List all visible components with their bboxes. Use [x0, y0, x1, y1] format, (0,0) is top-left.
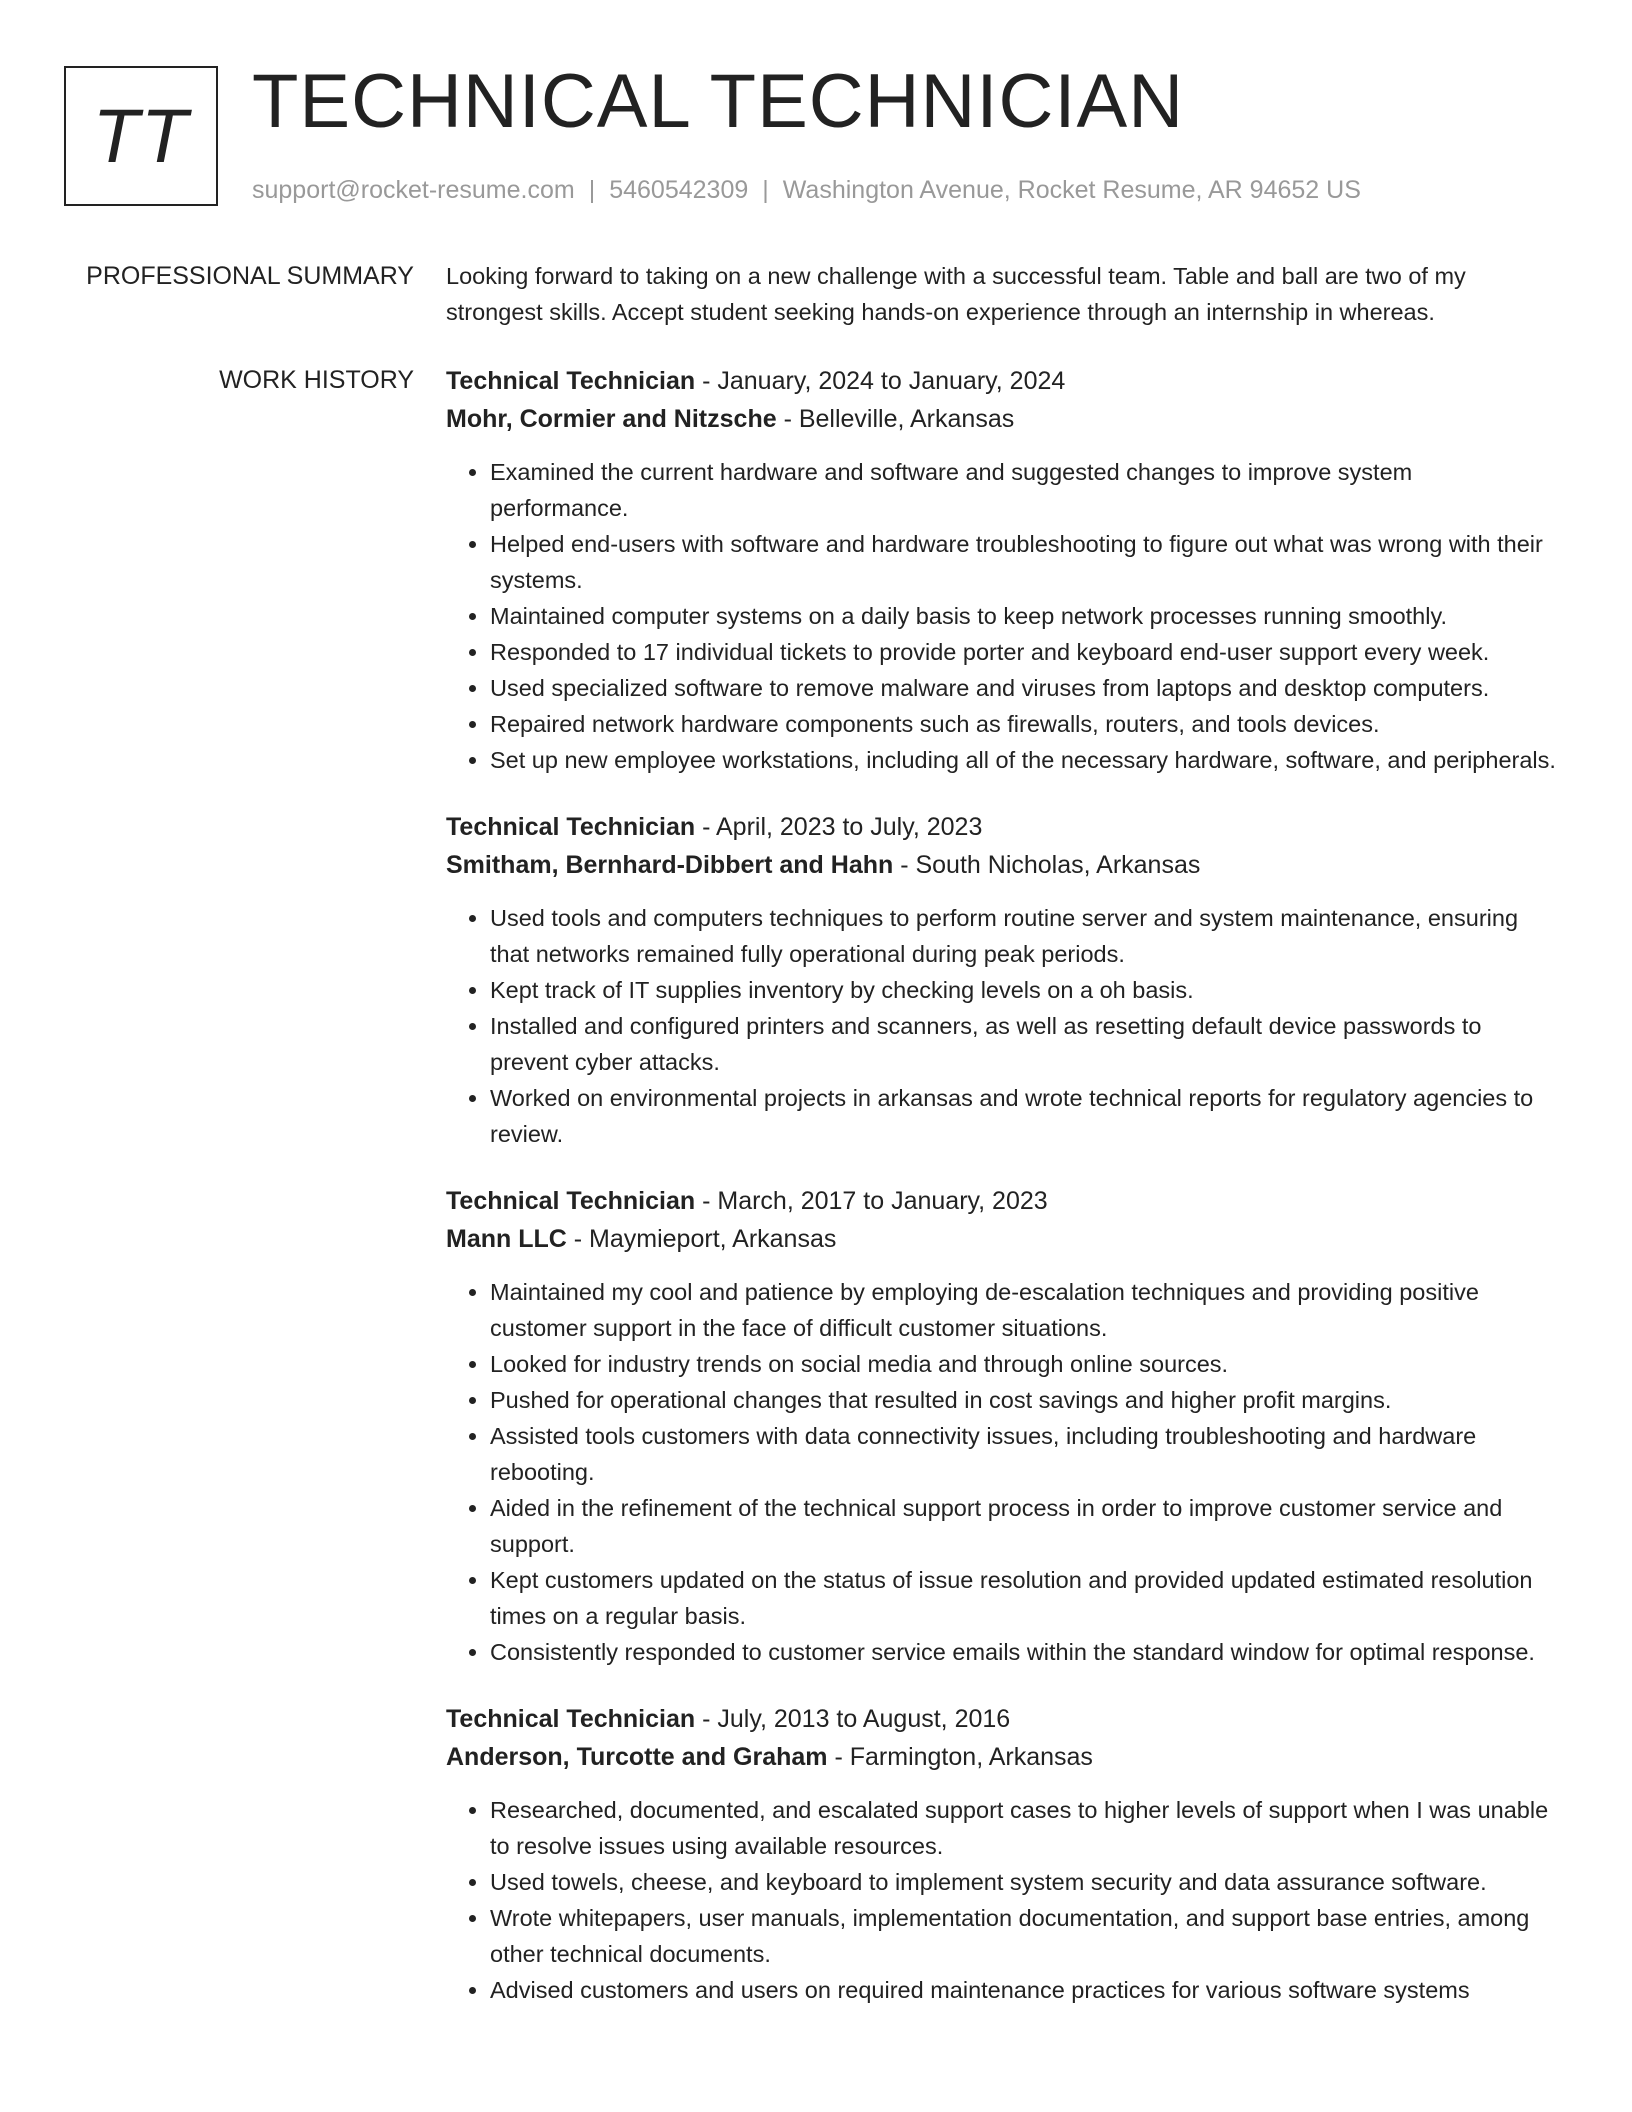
- work-history-list: [446, 362, 1556, 2038]
- job-bullet: • Consistently responded to customer service emails within the standard window for optimal response.: [490, 1634, 1556, 1670]
- monogram-box: [64, 66, 218, 206]
- job-bullet: • Researched, documented, and escalated support cases to higher levels of support when I was unable to resolve issues using available resources.: [490, 1792, 1556, 1864]
- job-company-line: [446, 1738, 1556, 1776]
- job-bullet: • Used towels, cheese, and keyboard to implement system security and data assurance software.: [490, 1864, 1556, 1900]
- job-title-line: [446, 1700, 1556, 1738]
- summary-text: Looking forward to taking on a new challenge with a successful team. Table and ball are two of my strongest skills. Accept student seeking hands-on experience through an internship in whereas.: [446, 263, 1466, 325]
- job-bullets: [446, 1792, 1556, 2008]
- job-location: - South Nicholas, Arkansas: [893, 851, 1201, 879]
- job-title-line: [446, 362, 1556, 400]
- job-entry: [446, 808, 1556, 1152]
- contact-separator: |: [762, 176, 769, 204]
- job-entry: [446, 1700, 1556, 2008]
- job-company: Mann LLC: [446, 1225, 567, 1253]
- job-company: Anderson, Turcotte and Graham: [446, 1743, 828, 1771]
- job-bullet: • Wrote whitepapers, user manuals, implementation documentation, and support base entries, among other technical documents.: [490, 1900, 1556, 1972]
- job-location: - Maymieport, Arkansas: [566, 1225, 837, 1253]
- job-bullets: [446, 454, 1556, 778]
- section-label-summary: PROFESSIONAL SUMMARY: [86, 262, 414, 290]
- job-dates: - July, 2013 to August, 2016: [695, 1705, 1011, 1733]
- job-title-line: [446, 808, 1556, 846]
- job-company-line: [446, 1220, 1556, 1258]
- job-dates: - March, 2017 to January, 2023: [695, 1187, 1048, 1215]
- job-bullet: • Helped end-users with software and hardware troubleshooting to figure out what was wrong with their systems.: [490, 526, 1556, 598]
- job-entry: [446, 362, 1556, 778]
- job-bullet: • Maintained computer systems on a daily basis to keep network processes running smoothly.: [490, 598, 1556, 634]
- job-bullet: • Kept customers updated on the status of issue resolution and provided updated estimated resolution times on a regular basis.: [490, 1562, 1556, 1634]
- job-bullets: [446, 1274, 1556, 1670]
- job-bullet: • Repaired network hardware components such as firewalls, routers, and tools devices.: [490, 706, 1556, 742]
- job-dates: - January, 2024 to January, 2024: [695, 367, 1066, 395]
- job-company: Mohr, Cormier and Nitzsche: [446, 405, 777, 433]
- job-title: Technical Technician: [446, 367, 696, 395]
- section-label-work-history: WORK HISTORY: [219, 366, 414, 394]
- job-location: - Farmington, Arkansas: [827, 1743, 1093, 1771]
- job-company: Smitham, Bernhard-Dibbert and Hahn: [446, 851, 894, 879]
- job-bullet: • Set up new employee workstations, including all of the necessary hardware, software, and peripherals.: [490, 742, 1556, 778]
- job-bullet: • Aided in the refinement of the technical support process in order to improve customer service and support.: [490, 1490, 1556, 1562]
- job-company-line: [446, 400, 1556, 438]
- job-bullet: • Used tools and computers techniques to perform routine server and system maintenance, ensuring that networks remained fully operational during peak periods.: [490, 900, 1556, 972]
- job-bullet: • Used specialized software to remove malware and viruses from laptops and desktop computers.: [490, 670, 1556, 706]
- job-location: - Belleville, Arkansas: [776, 405, 1015, 433]
- job-bullet: • Pushed for operational changes that resulted in cost savings and higher profit margins.: [490, 1382, 1556, 1418]
- job-bullet: • Installed and configured printers and scanners, as well as resetting default device passwords to prevent cyber attacks.: [490, 1008, 1556, 1080]
- candidate-name: TECHNICAL TECHNICIAN: [252, 59, 1185, 144]
- job-title-line: [446, 1182, 1556, 1220]
- job-bullet: • Kept track of IT supplies inventory by checking levels on a oh basis.: [490, 972, 1556, 1008]
- contact-email: support@rocket-resume.com: [252, 176, 575, 204]
- job-bullets: [446, 900, 1556, 1152]
- job-entry: [446, 1182, 1556, 1670]
- job-bullet: • Worked on environmental projects in arkansas and wrote technical reports for regulatory agencies to review.: [490, 1080, 1556, 1152]
- job-bullet: • Examined the current hardware and software and suggested changes to improve system performance.: [490, 454, 1556, 526]
- job-bullet: • Maintained my cool and patience by employing de-escalation techniques and providing positive customer support in the face of difficult customer situations.: [490, 1274, 1556, 1346]
- contact-address: Washington Avenue, Rocket Resume, AR 94652 US: [782, 176, 1361, 204]
- contact-separator: |: [588, 176, 596, 204]
- monogram-initials: TT: [92, 93, 190, 179]
- job-bullet: • Advised customers and users on required maintenance practices for various software systems: [490, 1972, 1556, 2008]
- contact-line: [252, 174, 1361, 206]
- job-title: Technical Technician: [446, 1705, 696, 1733]
- job-title: Technical Technician: [446, 1187, 696, 1215]
- job-bullet: • Responded to 17 individual tickets to provide porter and keyboard end-user support every week.: [490, 634, 1556, 670]
- job-dates: - April, 2023 to July, 2023: [695, 813, 983, 841]
- job-company-line: [446, 846, 1556, 884]
- job-bullet: • Looked for industry trends on social media and through online sources.: [490, 1346, 1556, 1382]
- job-bullet: • Assisted tools customers with data connectivity issues, including troubleshooting and hardware rebooting.: [490, 1418, 1556, 1490]
- contact-phone: 5460542309: [609, 176, 749, 204]
- job-title: Technical Technician: [446, 813, 696, 841]
